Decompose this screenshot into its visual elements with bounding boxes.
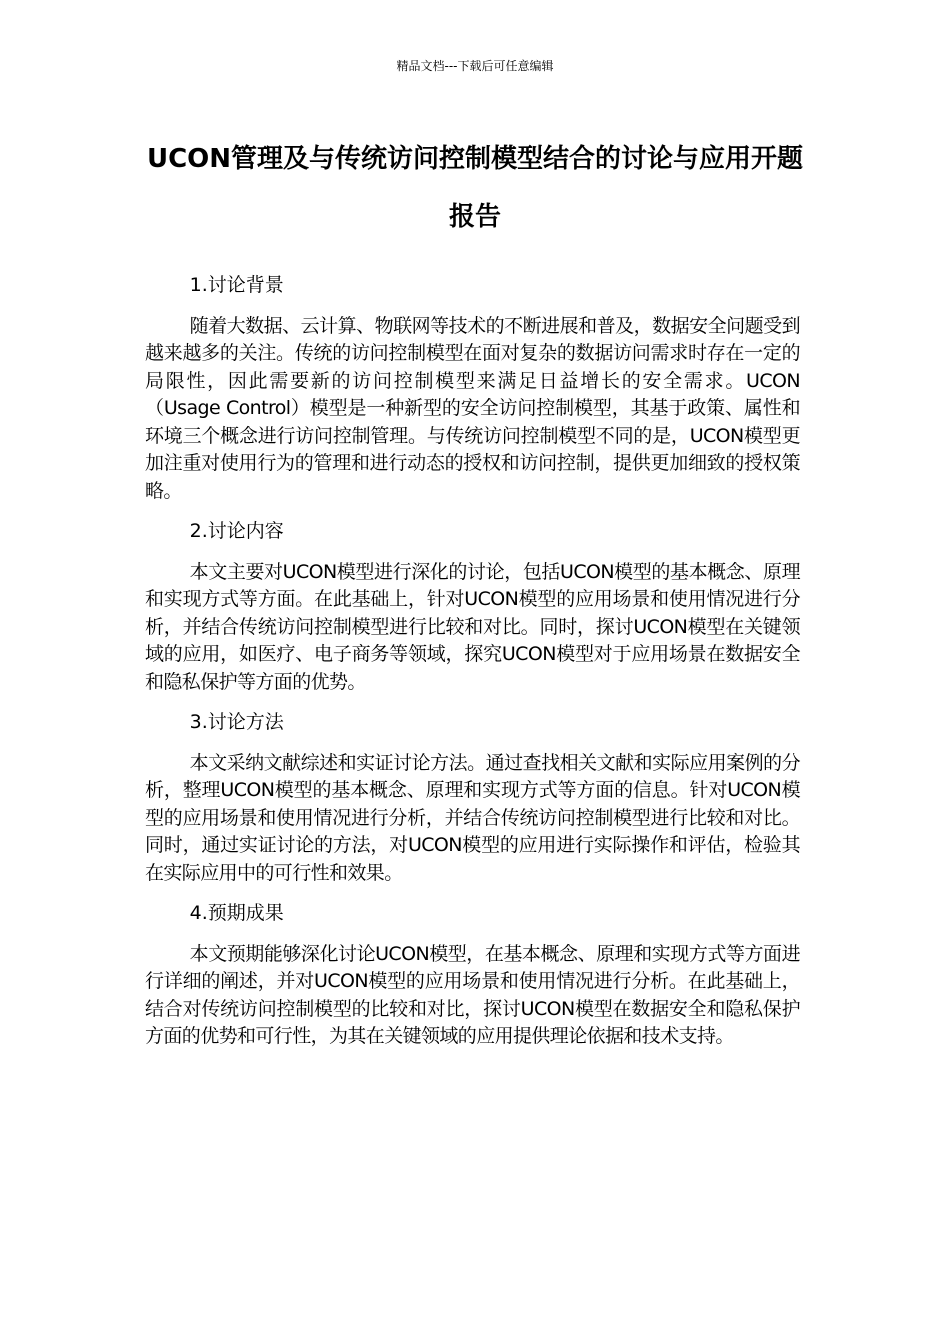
section-paragraph: 本文主要对UCON模型进行深化的讨论，包括UCON模型的基本概念、原理和实现方式等方面。在此基础上，针对UCON模型的应用场景和使用情况进行分析，并结合传统访问控制模型进行比较和对比。同时，探讨UCON模型在关键领域的应用，如医疗、电子商务等领域，探究UCON模型对于应用场景在数据安全和隐私保护等方面的优势。: [145, 560, 800, 693]
section-heading: 2.讨论内容: [189, 520, 284, 542]
section-expected-results: [145, 900, 800, 1051]
section-heading: 1.讨论背景: [189, 274, 284, 296]
section-paragraph: 本文采纳文献综述和实证讨论方法。通过查找相关文献和实际应用案例的分析，整理UCON模型的基本概念、原理和实现方式等方面的信息。针对UCON模型的应用场景和使用情况进行分析，并结合传统访问控制模型进行比较和对比。同时，通过实证讨论的方法，对UCON模型的应用进行实际操作和评估，检验其在实际应用中的可行性和效果。: [145, 751, 800, 884]
section-background: [145, 272, 800, 505]
section-paragraph: 随着大数据、云计算、物联网等技术的不断进展和普及，数据安全问题受到越来越多的关注。传统的访问控制模型在面对复杂的数据访问需求时存在一定的局限性，因此需要新的访问控制模型来满足日益增长的安全需求。UCON（Usage Control）模型是一种新型的安全访问控制模型，其基于政策、属性和环境三个概念进行访问控制管理。与传统访问控制模型不同的是，UCON模型更加注重对使用行为的管理和进行动态的授权和访问控制，提供更加细致的授权策略。: [145, 314, 800, 502]
document-body: [145, 272, 800, 1064]
section-content: [145, 518, 800, 696]
document-title: UCON管理及与传统访问控制模型结合的讨论与应用开题报告: [146, 144, 804, 232]
page-header: 精品文档---下载后可任意编辑: [396, 59, 554, 73]
section-paragraph: 本文预期能够深化讨论UCON模型，在基本概念、原理和实现方式等方面进行详细的阐述，并对UCON模型的应用场景和使用情况进行分析。在此基础上，结合对传统访问控制模型的比较和对比，探讨UCON模型在数据安全和隐私保护方面的优势和可行性，为其在关键领域的应用提供理论依据和技术支持。: [145, 942, 800, 1047]
section-method: [145, 709, 800, 887]
section-heading: 4.预期成果: [189, 902, 284, 924]
section-heading: 3.讨论方法: [189, 711, 284, 733]
